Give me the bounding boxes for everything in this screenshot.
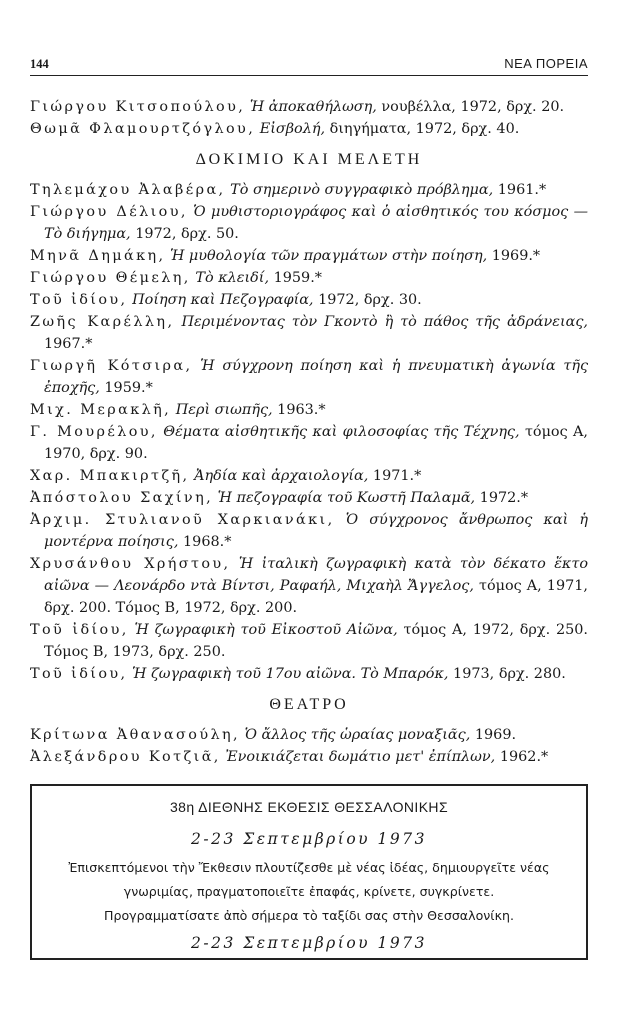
bibliography-entry bbox=[30, 96, 588, 118]
entry-details: τόμος Α, 1972, δρχ. 250. Τόμος Β, 1973, δρχ. 250. bbox=[44, 622, 589, 660]
entry-details: 1973, δρχ. 280. bbox=[448, 666, 566, 682]
entry-title: Ὁ σύγχρονος ἄνθρωπος καὶ ἡ μοντέρνα ποίησις, bbox=[44, 512, 589, 550]
entry-title: Ἡ ἰταλικὴ ζωγραφικὴ κατὰ τὸν δέκατο ἕκτο αἰῶνα — Λεονάρδο ντὰ Βίντσι, Ραφαήλ, Μιχαὴλ Ἄγγελος, bbox=[44, 556, 588, 594]
entry-title: Θέματα αἰσθητικῆς καὶ φιλοσοφίας τῆς Τέχνης, bbox=[163, 424, 520, 440]
bibliography-entry bbox=[30, 355, 588, 399]
bibliography-entry bbox=[30, 201, 588, 245]
bibliography-entry bbox=[30, 399, 588, 421]
entry-author: Γιώργου Θέμελη, bbox=[30, 270, 191, 286]
entry-details: 1959.* bbox=[269, 270, 322, 286]
entry-author: Γιώργου Κιτσοπούλου, bbox=[30, 99, 246, 115]
entry-title: Ἡ ἀποκαθήλωση, bbox=[249, 99, 377, 115]
entry-details: τόμος Α, 1970, δρχ. 90. bbox=[44, 424, 588, 462]
bibliography-entry bbox=[30, 663, 588, 685]
entry-author: Γιώργου Δέλιου, bbox=[30, 204, 188, 220]
entry-title: Τὸ κλειδί, bbox=[195, 270, 270, 286]
entry-author: Ἀπόστολου Σαχίνη, bbox=[30, 490, 214, 506]
bibliography-entry bbox=[30, 724, 588, 746]
entry-details: 1969. bbox=[470, 727, 517, 743]
entry-details: 1961.* bbox=[493, 182, 547, 198]
section-heading-theatre: ΘΕΑΤΡΟ bbox=[269, 696, 349, 713]
entries-theatre bbox=[30, 724, 588, 768]
entry-details: 1972, δρχ. 50. bbox=[130, 226, 239, 242]
entry-author: Μιχ. Μερακλῆ, bbox=[30, 402, 172, 418]
entry-title: Ἀηδία καὶ ἀρχαιολογία, bbox=[194, 468, 369, 484]
entry-author: Ἀρχιμ. Στυλιανοῦ Χαρκιανάκι, bbox=[30, 512, 335, 528]
entry-author: Τηλεμάχου Ἀλαβέρα, bbox=[30, 182, 226, 198]
entry-author: Χαρ. Μπακιρτζῆ, bbox=[30, 468, 190, 484]
bibliography-entry bbox=[30, 289, 588, 311]
entries-top bbox=[30, 96, 588, 140]
journal-title: ΝΕΑ ΠΟΡΕΙΑ bbox=[504, 56, 588, 71]
exhibition-advertisement bbox=[30, 784, 588, 960]
entry-details: τόμος Α, 1971, δρχ. 200. Τόμος Β, 1972, δρχ. 200. bbox=[44, 578, 589, 616]
entry-title: Ἡ πεζογραφία τοῦ Κωστῆ Παλαμᾶ, bbox=[217, 490, 476, 506]
entry-details: 1967.* bbox=[44, 336, 93, 352]
entry-author: Μηνᾶ Δημάκη, bbox=[30, 248, 166, 264]
entry-title: Περὶ σιωπῆς, bbox=[175, 402, 273, 418]
entry-details: διηγήματα, 1972, δρχ. 40. bbox=[325, 121, 520, 137]
entry-details: 1971.* bbox=[368, 468, 422, 484]
entry-author: Ζωῆς Καρέλλη, bbox=[30, 314, 175, 330]
ad-line-1: Ἐπισκεπτόμενοι τὴν Ἔκθεσιν πλουτίζεσθε μὲ νέας ἰδέας, δημιουργεῖτε νέας γνωριμίας, πραγματοποιεῖτε ἐπαφάς, κρίνετε, συγκρίνετε. bbox=[68, 860, 550, 899]
entry-author: Γ. Μουρέλου, bbox=[30, 424, 158, 440]
bibliography-entry bbox=[30, 311, 588, 355]
section-heading-essay: ΔΟΚΙΜΙΟ ΚΑΙ ΜΕΛΕΤΗ bbox=[195, 151, 423, 168]
bibliography-entry bbox=[30, 619, 588, 663]
entry-details: 1972.* bbox=[475, 490, 529, 506]
entry-title: Ἡ σύγχρονη ποίηση καὶ ἡ πνευματικὴ ἀγωνία τῆς ἐποχῆς, bbox=[44, 358, 589, 396]
entry-details: 1972, δρχ. 30. bbox=[313, 292, 422, 308]
bibliography-entry bbox=[30, 487, 588, 509]
bibliography-entry bbox=[30, 421, 588, 465]
entry-title: Τὸ σημερινὸ συγγραφικὸ πρόβλημα, bbox=[230, 182, 494, 198]
bibliography bbox=[30, 96, 588, 768]
ad-date-bottom: 2-23 Σεπτεμβρίου 1973 bbox=[191, 934, 427, 952]
entry-author: Θωμᾶ Φλαμουρτζόγλου, bbox=[30, 121, 256, 137]
entry-title: Εἰσβολή, bbox=[259, 121, 326, 137]
page-header bbox=[30, 56, 588, 76]
entry-details: 1962.* bbox=[495, 749, 549, 765]
entry-author: Κρίτωνα Ἀθανασούλη, bbox=[30, 727, 240, 743]
bibliography-entry bbox=[30, 465, 588, 487]
ad-heading: 38η ΔΙΕΘΝΗΣ ΕΚΘΕΣΙΣ ΘΕΣΣΑΛΟΝΙΚΗΣ bbox=[170, 799, 448, 815]
entry-title: Ἡ μυθολογία τῶν πραγμάτων στὴν ποίηση, bbox=[170, 248, 488, 264]
entry-title: Ἐνοικιάζεται δωμάτιο μετ' ἐπίπλων, bbox=[225, 749, 496, 765]
entry-details: 1969.* bbox=[487, 248, 541, 264]
entry-title: Περιμένοντας τὸν Γκοντὸ ἢ τὸ πάθος τῆς ἀδράνειας, bbox=[181, 314, 589, 330]
entry-author: Τοῦ ἰδίου, bbox=[30, 666, 128, 682]
entry-details: 1959.* bbox=[99, 380, 153, 396]
entry-title: Ὁ ἄλλος τῆς ὡραίας μοναξιᾶς, bbox=[244, 727, 471, 743]
entry-title: Ἡ ζωγραφικὴ τοῦ Εἰκοστοῦ Αἰῶνα, bbox=[134, 622, 398, 638]
entry-author: Γιωργῆ Κότσιρα, bbox=[30, 358, 193, 374]
bibliography-entry bbox=[30, 118, 588, 140]
entry-author: Τοῦ ἰδίου, bbox=[30, 622, 129, 638]
bibliography-entry bbox=[30, 267, 588, 289]
ad-date-top: 2-23 Σεπτεμβρίου 1973 bbox=[191, 830, 427, 848]
bibliography-entry bbox=[30, 245, 588, 267]
ad-text bbox=[32, 856, 586, 928]
entry-author: Χρυσάνθου Χρήστου, bbox=[30, 556, 231, 572]
bibliography-entry bbox=[30, 179, 588, 201]
bibliography-entry bbox=[30, 509, 588, 553]
entry-details: 1963.* bbox=[272, 402, 326, 418]
entry-title: Ποίηση καὶ Πεζογραφία, bbox=[132, 292, 314, 308]
entry-title: Ἡ ζωγραφικὴ τοῦ 17ου αἰῶνα. Τὸ Μπαρόκ, bbox=[132, 666, 449, 682]
entry-details: 1968.* bbox=[178, 534, 232, 550]
page-number: 144 bbox=[30, 57, 49, 71]
entry-author: Ἀλεξάνδρου Κοτζιᾶ, bbox=[30, 749, 221, 765]
entry-title: Ὁ μυθιστοριογράφος καὶ ὁ αἰσθητικός του κόσμος — Τὸ διήγημα, bbox=[44, 204, 589, 242]
entry-author: Τοῦ ἰδίου, bbox=[30, 292, 128, 308]
entries-essay bbox=[30, 179, 588, 685]
entry-details: νουβέλλα, 1972, δρχ. 20. bbox=[376, 99, 565, 115]
ad-line-2: Προγραμματίσατε ἀπὸ σήμερα τὸ ταξίδι σας στὴν Θεσσαλονίκη. bbox=[104, 908, 514, 923]
bibliography-entry bbox=[30, 746, 588, 768]
bibliography-entry bbox=[30, 553, 588, 619]
